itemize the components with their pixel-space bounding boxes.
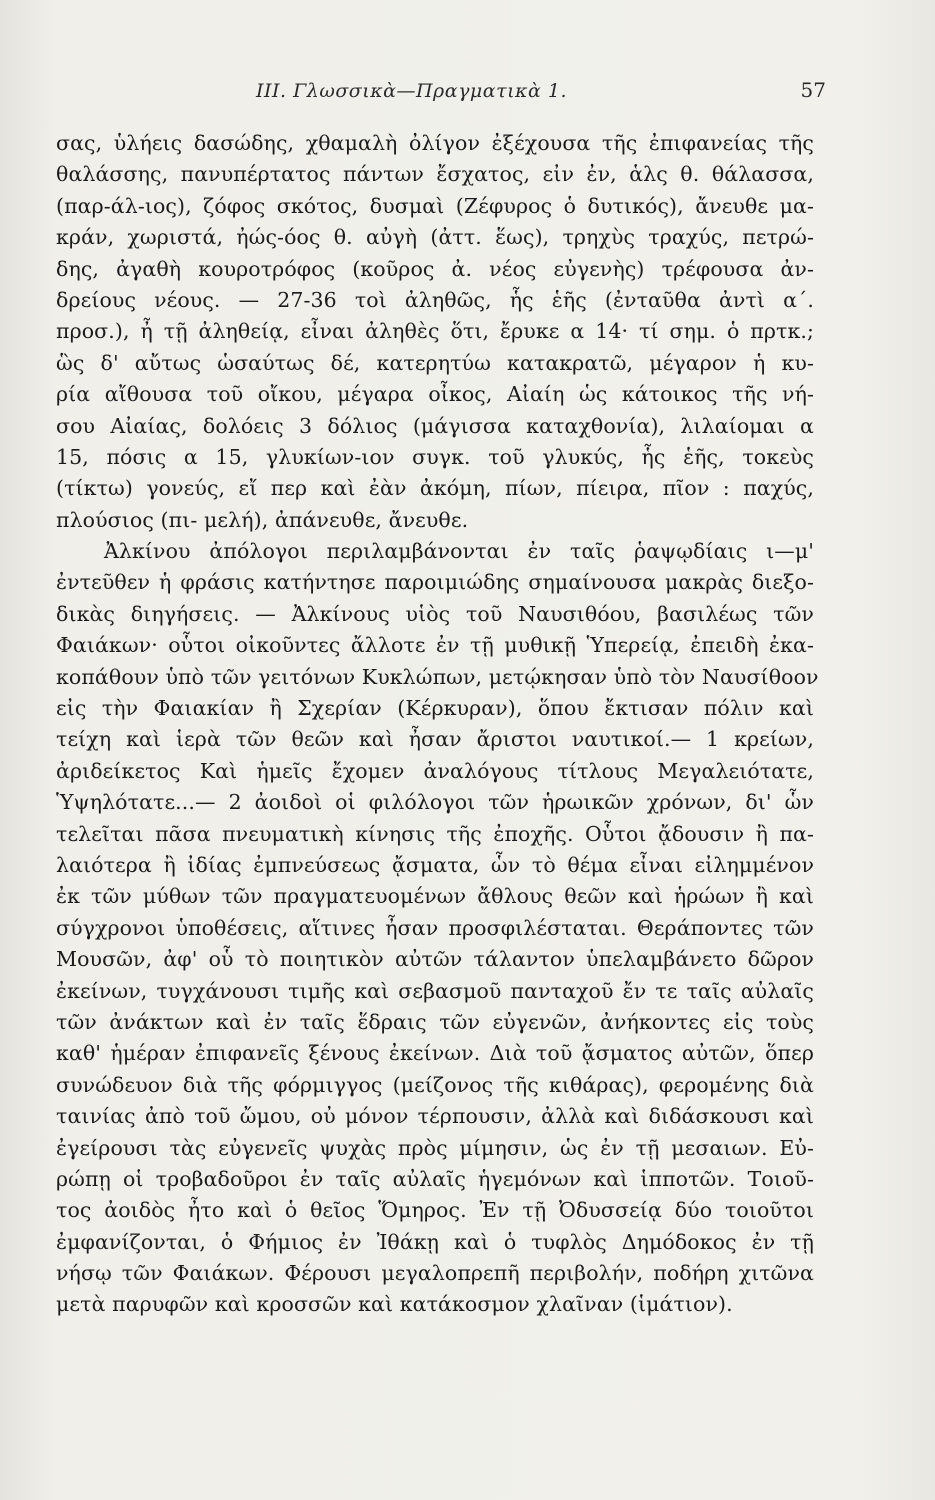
text-line: ρώπῃ οἱ τροβαδοῦροι ἐν ταῖς αὐλαῖς ἡγεμόνων καὶ ἱπποτῶν. Τοιοῦ- bbox=[56, 1166, 814, 1191]
text-line: ἐκ τῶν μύθων τῶν πραγματευομένων ἄθλους θεῶν καὶ ἡρώων ἢ καὶ bbox=[56, 884, 814, 909]
text-line: ἀριδείκετος Καὶ ἡμεῖς ἔχομεν ἀναλόγους τίτλους Μεγαλειότατε, bbox=[56, 758, 814, 783]
text-line: 15, πόσις α 15, γλυκίων-ιον συγκ. τοῦ γλυκύς, ἧς ἑῆς, τοκεὺς bbox=[56, 444, 814, 469]
text-line: συνώδευον διὰ τῆς φόρμιγγος (μείζονος τῆς κιθάρας), φερομένης διὰ bbox=[56, 1072, 814, 1097]
text-line: τῶν ἀνάκτων καὶ ἐν ταῖς ἕδραις τῶν εὐγενῶν, ἀνήκοντες εἰς τοὺς bbox=[56, 1009, 814, 1034]
text-line: ἐντεῦθεν ἡ φράσις κατήντησε παροιμιώδης σημαίνουσα μακρὰς διεξο- bbox=[56, 570, 814, 595]
text-line: ἐμφανίζονται, ὁ Φήμιος ἐν Ἰθάκῃ καὶ ὁ τυφλὸς Δημόδοκος ἐν τῇ bbox=[56, 1229, 814, 1254]
text-line: θαλάσσης, πανυπέρτατος πάντων ἔσχατος, εἰν ἐν, ἁλς θ. θάλασσα, bbox=[56, 162, 814, 187]
text-line: ἐγείρουσι τὰς εὐγενεῖς ψυχὰς πρὸς μίμησιν, ὡς ἐν τῇ μεσαιων. Εὐ- bbox=[56, 1135, 814, 1160]
text-line: (τίκτω) γονεύς, εἴ περ καὶ ἐὰν ἀκόμη, πίων, πίειρα, πῖον : παχύς, bbox=[56, 476, 814, 501]
text-line: ὣς δ' αὔτως ὡσαύτως δέ, κατερητύω κατακρατῶ, μέγαρον ἡ κυ- bbox=[56, 350, 814, 375]
text-line: σύγχρονοι ὑποθέσεις, αἵτινες ἦσαν προσφιλέσταται. Θεράποντες τῶν bbox=[56, 915, 814, 940]
text-line: ταινίας ἀπὸ τοῦ ὤμου, οὐ μόνον τέρπουσιν, ἀλλὰ καὶ διδάσκουσι καὶ bbox=[56, 1104, 814, 1129]
text-line: καθ' ἡμέραν ἐπιφανεῖς ξένους ἐκείνων. Διὰ τοῦ ᾄσματος αὐτῶν, ὅπερ bbox=[56, 1041, 814, 1066]
text-line: κοπάθουν ὑπὸ τῶν γειτόνων Κυκλώπων, μετῴκησαν ὑπὸ τὸν Ναυσίθοον bbox=[56, 664, 819, 689]
text-line: ἐκείνων, τυγχάνουσι τιμῆς καὶ σεβασμοῦ πανταχοῦ ἔν τε ταῖς αὐλαῖς bbox=[56, 978, 814, 1003]
text-line: τελεῖται πᾶσα πνευματικὴ κίνησις τῆς ἐποχῆς. Οὗτοι ᾄδουσιν ἢ πα- bbox=[56, 821, 814, 846]
text-line: λαιότερα ἢ ἰδίας ἐμπνεύσεως ᾄσματα, ὧν τὸ θέμα εἶναι εἰλημμένον bbox=[56, 852, 814, 877]
text-line: δης, ἀγαθὴ κουροτρόφος (κοῦρος ἀ. νέος εὐγενὴς) τρέφουσα ἀν- bbox=[56, 256, 814, 281]
body-text bbox=[56, 128, 819, 1321]
page-number: 57 bbox=[800, 78, 826, 102]
text-line: σου Αἰαίας, δολόεις 3 δόλιος (μάγισσα καταχθονία), λιλαίομαι α bbox=[56, 413, 814, 438]
text-line: πλούσιος (πι- μελή), ἀπάνευθε, ἄνευθε. bbox=[56, 507, 469, 532]
text-line: κράν, χωριστά, ἠώς-όος θ. αὐγὴ (ἀττ. ἕως), τρηχὺς τραχύς, πετρώ- bbox=[56, 225, 814, 250]
running-title: ΙΙΙ. Γλωσσικὰ—Πραγματικὰ 1. bbox=[256, 80, 568, 102]
text-line: προσ.), ἦ τῇ ἀληθείᾳ, εἶναι ἀληθὲς ὅτι, ἔρυκε α 14· τί σημ. ὁ πρτκ.; bbox=[56, 319, 814, 344]
running-head bbox=[60, 74, 826, 114]
text-line: νήσῳ τῶν Φαιάκων. Φέρουσι μεγαλοπρεπῆ περιβολήν, ποδήρη χιτῶνα bbox=[56, 1261, 814, 1286]
text-line: τος ἀοιδὸς ἦτο καὶ ὁ θεῖος Ὅμηρος. Ἐν τῇ Ὀδυσσείᾳ δύο τοιοῦτοι bbox=[56, 1198, 814, 1223]
text-line: ρία αἴθουσα τοῦ οἴκου, μέγαρα οἶκος, Αἰαίη ὡς κάτοικος τῆς νή- bbox=[56, 382, 814, 407]
text-line: τείχη καὶ ἱερὰ τῶν θεῶν καὶ ἦσαν ἄριστοι ναυτικοί.— 1 κρείων, bbox=[56, 727, 814, 752]
text-line: (παρ-άλ-ιος), ζόφος σκότος, δυσμαὶ (Ζέφυρος ὁ δυτικός), ἄνευθε μα- bbox=[56, 193, 814, 218]
text-line: εἰς τὴν Φαιακίαν ἢ Σχερίαν (Κέρκυραν), ὅπου ἔκτισαν πόλιν καὶ bbox=[56, 696, 814, 721]
text-line: δικὰς διηγήσεις. — Ἀλκίνους υἱὸς τοῦ Ναυσιθόου, βασιλέως τῶν bbox=[56, 601, 814, 626]
text-line: Ἀλκίνου ἀπόλογοι περιλαμβάνονται ἐν ταῖς ῥαψῳδίαις ι—μ' bbox=[104, 539, 814, 564]
text-line: σας, ὑλήεις δασώδης, χθαμαλὴ ὀλίγον ἐξέχουσα τῆς ἐπιφανείας τῆς bbox=[56, 131, 814, 155]
text-line: Ὑψηλότατε...— 2 ἀοιδοὶ οἱ φιλόλογοι τῶν ἡρωικῶν χρόνων, δι' ὧν bbox=[56, 790, 814, 815]
text-line: Φαιάκων· οὗτοι οἰκοῦντες ἄλλοτε ἐν τῇ μυθικῇ Ὑπερείᾳ, ἐπειδὴ ἐκα- bbox=[56, 633, 814, 658]
text-line: δρείους νέους. — 27-36 τοὶ ἀληθῶς, ἧς ἑῆς (ἐνταῦθα ἀντὶ α΄. bbox=[56, 287, 814, 312]
text-line: Μουσῶν, ἀφ' οὗ τὸ ποιητικὸν αὐτῶν τάλαντον ὑπελαμβάνετο δῶρον bbox=[56, 947, 814, 972]
text-line: μετὰ παρυφῶν καὶ κροσσῶν καὶ κατάκοσμον χλαῖναν (ἱμάτιον). bbox=[56, 1292, 733, 1317]
